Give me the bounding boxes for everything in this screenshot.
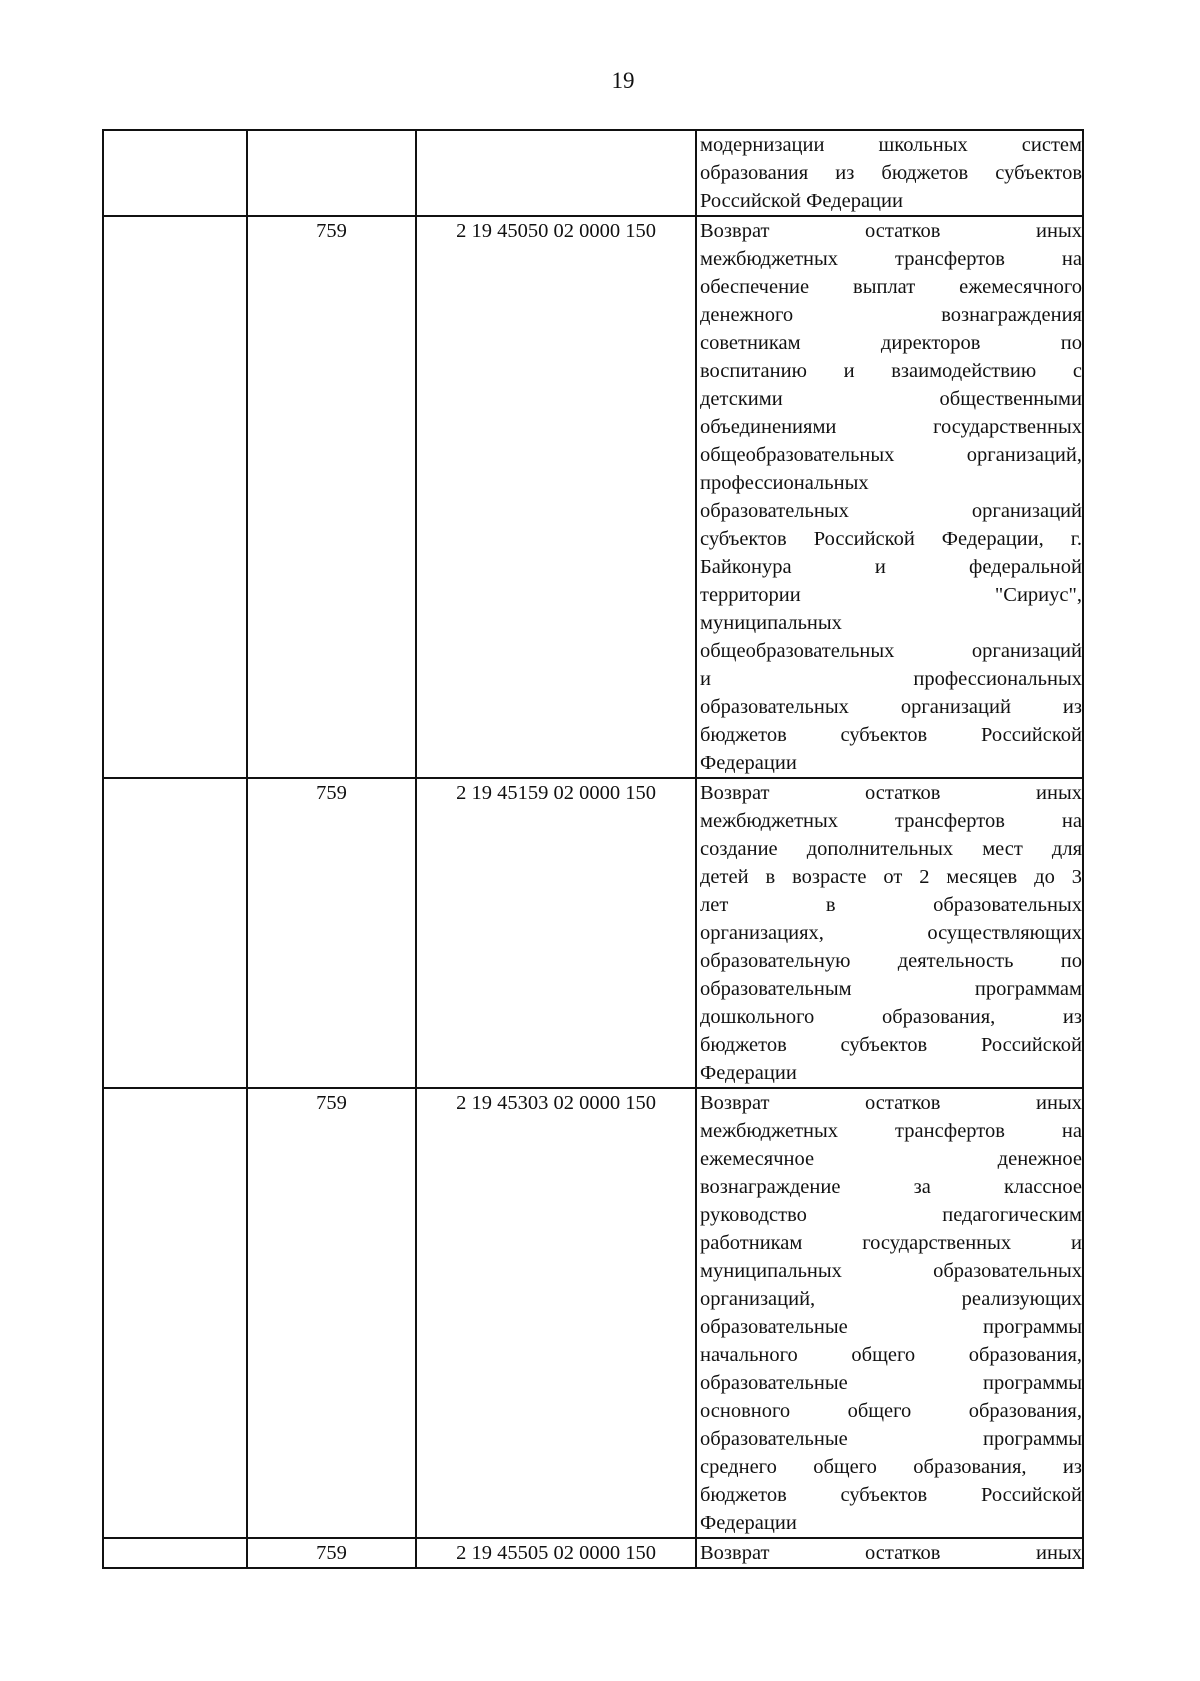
description-line: муниципальных образовательных [700,1260,1082,1282]
admin-code-cell: 759 [248,1089,417,1537]
description-line: общеобразовательных организаций [700,640,1082,662]
description-line: вознаграждение за классное [700,1176,1082,1198]
description-line: воспитанию и взаимодействию с [700,360,1082,382]
description-line: ежемесячное денежное [700,1148,1082,1170]
description-line: Федерации [700,752,797,774]
description-line: модернизации школьных систем [700,134,1082,156]
revenue-code-cell [417,131,697,215]
description-line: Возврат остатков иных [700,1092,1082,1114]
description-line: Байконура и федеральной [700,556,1082,578]
description-line: руководство педагогическим [700,1204,1082,1226]
admin-code-cell: 759 [248,779,417,1087]
description-line: образования из бюджетов субъектов [700,162,1082,184]
empty-cell [104,131,248,215]
description-line: профессиональных [700,472,869,494]
description-line: образовательные программы [700,1428,1082,1450]
description-line: детей в возрасте от 2 месяцев до 3 [700,866,1082,888]
description-line: бюджетов субъектов Российской [700,1034,1082,1056]
description-cell [697,779,1082,1087]
table-row [104,1087,1082,1537]
description-line: начального общего образования, [700,1344,1082,1366]
empty-cell [104,779,248,1087]
description-line: работникам государственных и [700,1232,1082,1254]
description-line: Российской Федерации [700,190,903,212]
description-cell [697,1539,1082,1567]
description-cell [697,1089,1082,1537]
description-line: межбюджетных трансфертов на [700,248,1082,270]
description-line: дошкольного образования, из [700,1006,1082,1028]
admin-code-cell: 759 [248,217,417,777]
description-line: Возврат остатков иных [700,220,1082,242]
description-line: организаций, реализующих [700,1288,1082,1310]
description-line: бюджетов субъектов Российской [700,1484,1082,1506]
description-line: лет в образовательных [700,894,1082,916]
description-line: субъектов Российской Федерации, г. [700,528,1082,550]
description-line: Федерации [700,1062,797,1084]
description-line: образовательную деятельность по [700,950,1082,972]
description-line: образовательных организаций [700,500,1082,522]
description-line: денежного вознаграждения [700,304,1082,326]
description-line: советникам директоров по [700,332,1082,354]
table-row [104,215,1082,777]
description-cell [697,131,1082,215]
description-line: образовательным программам [700,978,1082,1000]
description-line: общеобразовательных организаций, [700,444,1082,466]
budget-codes-table [102,129,1084,1569]
revenue-code-cell: 2 19 45050 02 0000 150 [417,217,697,777]
description-line: основного общего образования, [700,1400,1082,1422]
page-number: 19 [611,68,635,93]
admin-code-cell: 759 [248,1539,417,1567]
table-row [104,777,1082,1087]
description-line: Федерации [700,1512,797,1534]
description-line: организациях, осуществляющих [700,922,1082,944]
admin-code-cell [248,131,417,215]
description-line: бюджетов субъектов Российской [700,724,1082,746]
table-row [104,1537,1082,1567]
table-row [104,131,1082,215]
description-line: детскими общественными [700,388,1082,410]
description-line: и профессиональных [700,668,1082,690]
description-line: межбюджетных трансфертов на [700,1120,1082,1142]
revenue-code-cell: 2 19 45159 02 0000 150 [417,779,697,1087]
description-line: муниципальных [700,612,842,634]
description-line: обеспечение выплат ежемесячного [700,276,1082,298]
empty-cell [104,1089,248,1537]
description-line: среднего общего образования, из [700,1456,1082,1478]
description-line: Возврат остатков иных [700,1542,1082,1564]
description-cell [697,217,1082,777]
description-line: объединениями государственных [700,416,1082,438]
description-line: Возврат остатков иных [700,782,1082,804]
description-line: создание дополнительных мест для [700,838,1082,860]
empty-cell [104,217,248,777]
empty-cell [104,1539,248,1567]
revenue-code-cell: 2 19 45505 02 0000 150 [417,1539,697,1567]
description-line: межбюджетных трансфертов на [700,810,1082,832]
description-line: территории "Сириус", [700,584,1082,606]
revenue-code-cell: 2 19 45303 02 0000 150 [417,1089,697,1537]
description-line: образовательные программы [700,1316,1082,1338]
description-line: образовательные программы [700,1372,1082,1394]
description-line: образовательных организаций из [700,696,1082,718]
